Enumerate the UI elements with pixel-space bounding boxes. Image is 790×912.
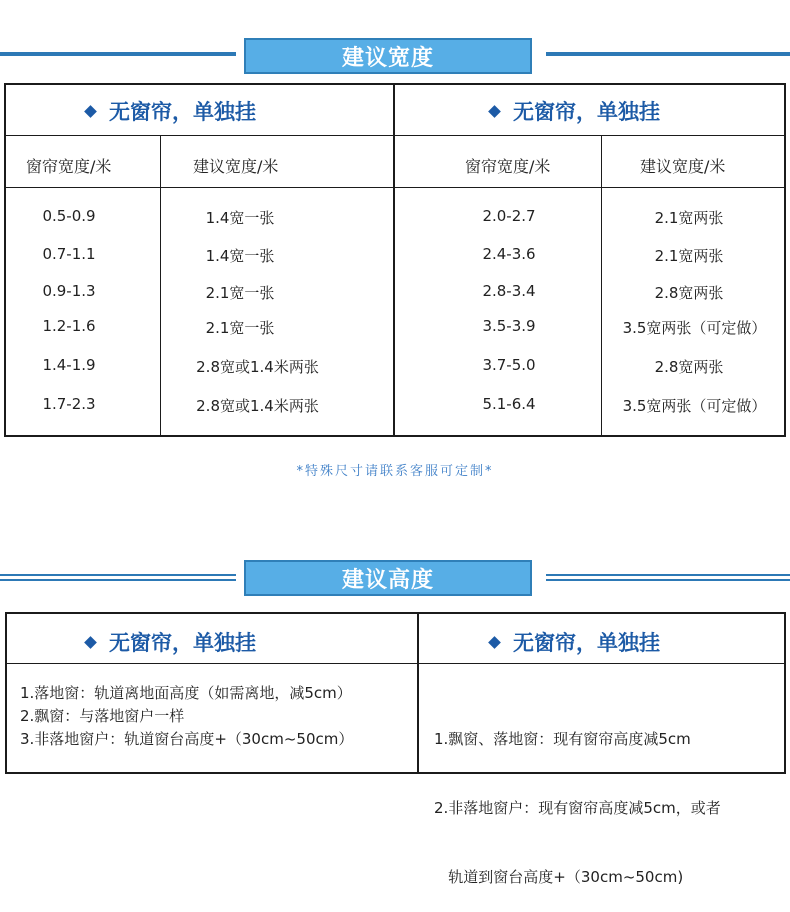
width-banner <box>0 38 790 78</box>
height-table-rule <box>5 663 786 664</box>
table-cell: 2.8宽两张 <box>654 284 724 302</box>
width-left-heading <box>86 96 256 126</box>
width-left-col2: 建议宽度/米 <box>193 157 279 176</box>
note-line: 2.飘窗：与落地窗户一样 <box>20 707 185 725</box>
height-title: 建议高度 <box>244 560 532 596</box>
width-table-rule-2 <box>4 187 786 188</box>
height-left-notes <box>20 682 416 751</box>
width-right-heading <box>490 96 660 126</box>
table-cell: 2.1宽一张 <box>205 284 275 302</box>
banner-line-left <box>0 574 236 576</box>
banner-line-right <box>546 574 790 576</box>
table-cell: 2.8宽或1.4米两张 <box>196 358 319 376</box>
note-line: 1.飘窗、落地窗：现有窗帘高度减5cm <box>434 730 691 748</box>
width-table-rule-1 <box>4 135 786 136</box>
width-table-divider-right <box>601 135 602 437</box>
table-cell: 1.4宽一张 <box>205 209 275 227</box>
table-cell: 1.4宽一张 <box>205 247 275 265</box>
table-cell: 3.5宽两张（可定做） <box>622 319 767 337</box>
table-cell: 2.0-2.7 <box>482 207 536 225</box>
width-right-heading-text: 无窗帘，单独挂 <box>513 100 660 124</box>
width-table-divider-center <box>393 83 395 437</box>
diamond-icon <box>488 105 501 118</box>
height-table-divider <box>417 612 419 774</box>
height-right-heading <box>490 627 660 657</box>
height-right-heading-text: 无窗帘，单独挂 <box>513 631 660 655</box>
table-cell: 1.4-1.9 <box>42 356 96 374</box>
banner-line-right-2 <box>546 579 790 581</box>
table-cell: 3.5-3.9 <box>482 317 536 335</box>
width-right-col1: 窗帘宽度/米 <box>465 157 551 176</box>
banner-line-left <box>0 52 236 56</box>
table-cell: 0.5-0.9 <box>42 207 96 225</box>
table-cell: 3.7-5.0 <box>482 356 536 374</box>
table-cell: 2.4-3.6 <box>482 245 536 263</box>
banner-line-right <box>546 52 790 56</box>
height-right-notes <box>434 682 784 912</box>
height-left-heading-text: 无窗帘，单独挂 <box>109 631 256 655</box>
diamond-icon <box>84 636 97 649</box>
table-cell: 2.1宽两张 <box>654 247 724 265</box>
banner-line-left-2 <box>0 579 236 581</box>
table-cell: 2.1宽两张 <box>654 209 724 227</box>
height-left-heading <box>86 627 256 657</box>
note-line: 轨道到窗台高度+（30cm~50cm) <box>434 868 684 886</box>
table-cell: 0.7-1.1 <box>42 245 96 263</box>
height-banner <box>0 560 790 600</box>
note-line: 2.非落地窗户：现有窗帘高度减5cm，或者 <box>434 799 721 817</box>
note-line: 3.非落地窗户：轨道窗台高度+（30cm~50cm） <box>20 730 354 748</box>
table-cell: 0.9-1.3 <box>42 282 96 300</box>
table-cell: 1.7-2.3 <box>42 395 96 413</box>
diamond-icon <box>488 636 501 649</box>
table-cell: 2.1宽一张 <box>205 319 275 337</box>
table-cell: 2.8宽或1.4米两张 <box>196 397 319 415</box>
width-left-heading-text: 无窗帘，单独挂 <box>109 100 256 124</box>
table-cell: 2.8-3.4 <box>482 282 536 300</box>
width-title: 建议宽度 <box>244 38 532 74</box>
table-cell: 2.8宽两张 <box>654 358 724 376</box>
note-line: 1.落地窗：轨道离地面高度（如需离地，减5cm） <box>20 684 352 702</box>
diamond-icon <box>84 105 97 118</box>
width-right-col2: 建议宽度/米 <box>640 157 726 176</box>
table-cell: 3.5宽两张（可定做） <box>622 397 767 415</box>
custom-size-note: *特殊尺寸请联系客服可定制* <box>296 464 494 479</box>
width-left-col1: 窗帘宽度/米 <box>26 157 112 176</box>
table-cell: 1.2-1.6 <box>42 317 96 335</box>
table-cell: 5.1-6.4 <box>482 395 536 413</box>
